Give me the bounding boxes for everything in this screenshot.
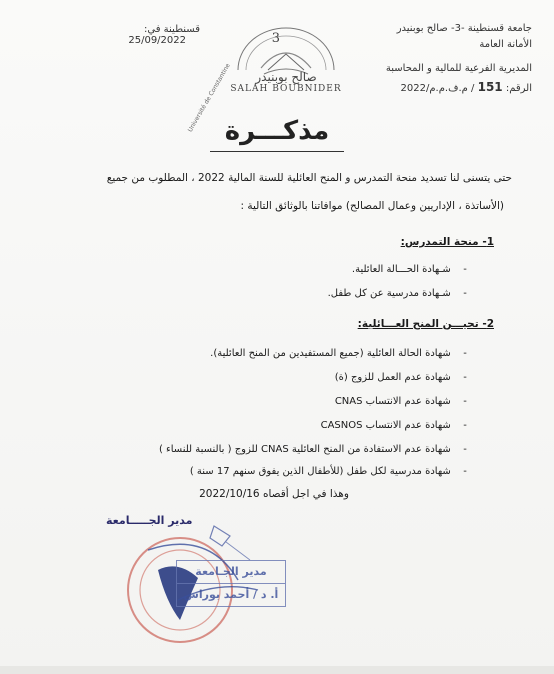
document-date: 25/09/2022	[128, 35, 186, 46]
place-date-label: قسنطينة في:	[144, 24, 200, 35]
reference-number: 151	[477, 80, 503, 94]
list-item-text: شهادة عدم الاستفادة من المنح العائلية CNAS للزوج ( بالنسبة للنساء )	[158, 444, 451, 455]
section-2-title: 2- تحيـــن المنح العـــائلية:	[357, 318, 494, 330]
deadline-line: وهذا في اجل أقصاه 2022/10/16	[199, 488, 349, 500]
list-item	[190, 466, 476, 477]
list-bullet: -	[463, 396, 467, 407]
general-secretariat: الأمانة العامة	[479, 39, 532, 50]
list-bullet: -	[463, 372, 467, 383]
logo-arabic-name: صالح بوبنيدر	[255, 70, 317, 84]
title-underline	[210, 151, 344, 152]
signatory-title: مدير الجـــــامعة	[106, 514, 193, 527]
section-1-title: 1- منحة التمدرس:	[400, 236, 494, 248]
reference-line	[362, 80, 532, 96]
page-bottom-edge	[0, 666, 554, 674]
memo-title: مذكـــرة	[224, 116, 330, 146]
list-item	[335, 372, 476, 383]
list-item	[335, 396, 476, 407]
list-bullet: -	[463, 264, 467, 275]
directorate-name: المديرية الفرعية للمالية و المحاسبة	[385, 63, 532, 74]
list-item-text: شهادة الحالة العائلية (جميع المستفيدين من المنح العائلية).	[210, 348, 451, 359]
list-bullet: -	[463, 466, 467, 477]
reference-label: الرقم:	[505, 83, 532, 94]
reference-suffix: / م.ف.م.م/2022	[400, 83, 475, 94]
list-item-text: شهادة عدم الانتساب CASNOS	[320, 420, 451, 431]
list-item	[210, 348, 476, 359]
list-bullet: -	[463, 348, 467, 359]
list-item-text: شهادة مدرسية لكل طفل (للأطفال الذين يفوق سنهم 17 سنة )	[189, 466, 451, 477]
svg-text:3: 3	[271, 31, 280, 46]
list-bullet: -	[463, 444, 467, 455]
list-item	[321, 420, 476, 431]
stamp-line-title: مدير الجـامعة	[176, 560, 286, 584]
stamp-line-name: أ. د / أحمد بوراس	[176, 584, 286, 607]
list-item	[159, 444, 476, 455]
list-item-text: شهادة عدم العمل للزوج (ة)	[334, 372, 451, 383]
signature-stamp-text	[176, 560, 286, 607]
header-institution	[362, 22, 532, 96]
intro-line-1: حتى يتسنى لنا تسديد منحة التمدرس و المنح العائلية للسنة المالية 2022 ، المطلوب من جميع	[106, 172, 512, 184]
university-name: جامعة قسنطينة -3- صالح بوبنيدر	[396, 23, 532, 34]
logo-latin-name: SALAH BOUBNIDER	[230, 84, 342, 94]
svg-text:Université de Constantine: Université de Constantine	[186, 62, 232, 134]
intro-line-2: (الأساتذة ، الإداريين وعمال المصالح) موافاتنا بالوثائق التالية :	[240, 200, 504, 212]
list-bullet: -	[463, 420, 467, 431]
list-item	[352, 264, 476, 275]
list-item	[328, 288, 476, 299]
header-date	[70, 24, 200, 46]
list-item-text: شـهادة الحـــالة العائلية.	[351, 264, 451, 275]
list-item-text: شهادة عدم الانتساب CNAS	[334, 396, 451, 407]
list-bullet: -	[463, 288, 467, 299]
list-item-text: شـهادة مدرسية عن كل طفل.	[327, 288, 451, 299]
